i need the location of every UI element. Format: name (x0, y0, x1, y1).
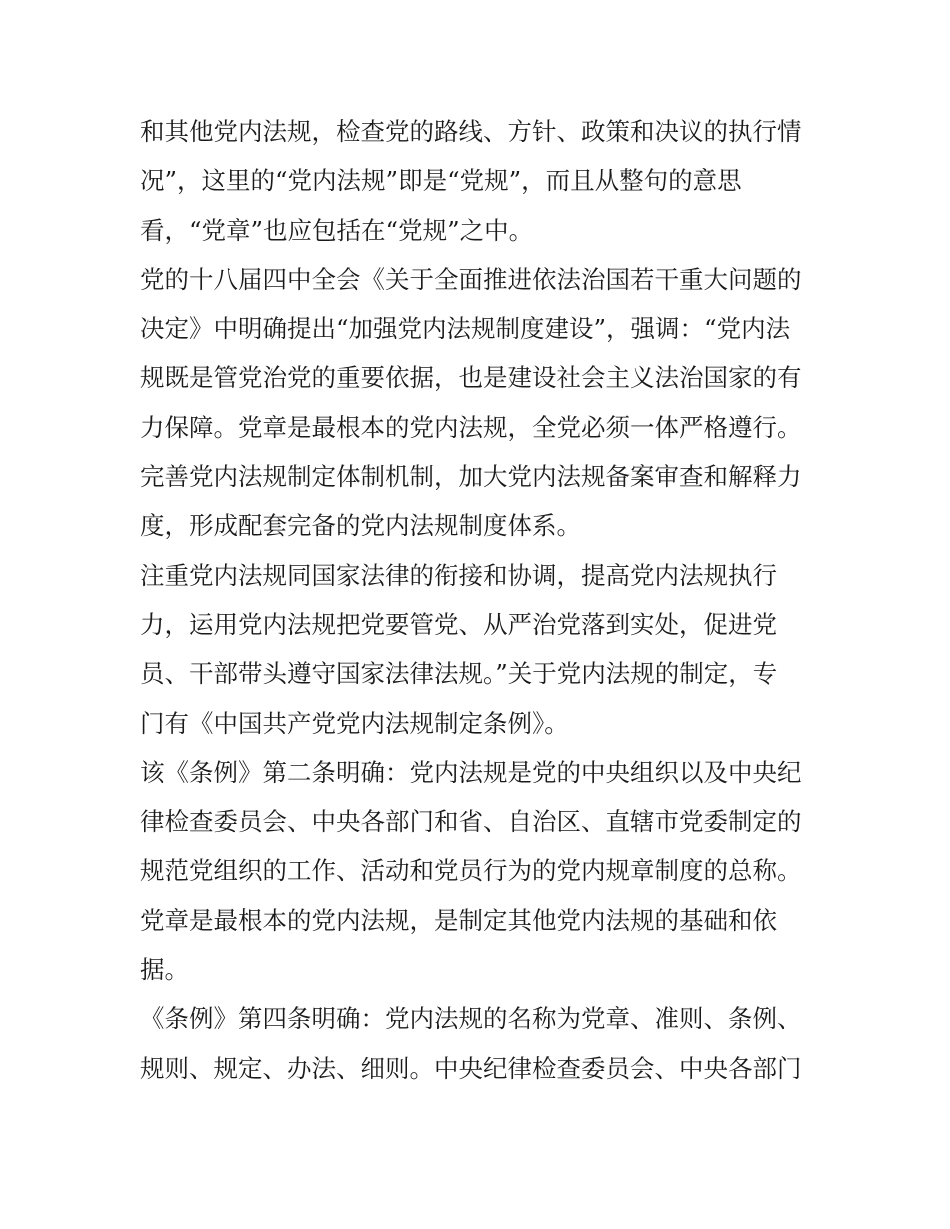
text-line: 力，运用党内法规把党要管党、从严治党落到实处，促进党 (140, 609, 777, 639)
text-line: 规既是管党治党的重要依据，也是建设社会主义法治国家的有 (140, 363, 802, 393)
text-line: 看，“党章”也应包括在“党规”之中。 (140, 215, 534, 245)
text-line: 党的十八届四中全会《关于全面推进依法治国若干重大问题的 (140, 264, 802, 294)
text-line: 规则、规定、办法、细则。中央纪律检查委员会、中央各部门 (140, 1053, 802, 1083)
text-line: 决定》中明确提出“加强党内法规制度建设”，强调：“党内法 (140, 314, 791, 344)
text-line: 员、干部带头遵守国家法律法规。”关于党内法规的制定，专 (140, 659, 778, 689)
text-line: 度，形成配套完备的党内法规制度体系。 (140, 511, 581, 541)
text-line: 该《条例》第二条明确：党内法规是党的中央组织以及中央纪 (140, 757, 802, 787)
text-line: 律检查委员会、中央各部门和省、自治区、直辖市党委制定的 (140, 807, 802, 837)
text-line: 规范党组织的工作、活动和党员行为的党内规章制度的总称。 (140, 856, 802, 886)
text-line: 门有《中国共产党党内法规制定条例》。 (140, 708, 569, 738)
text-line: 党章是最根本的党内法规，是制定其他党内法规的基础和依 (140, 905, 777, 935)
text-line: 力保障。党章是最根本的党内法规，全党必须一体严格遵行。 (140, 412, 802, 442)
text-line: 注重党内法规同国家法律的衔接和协调，提高党内法规执行 (140, 560, 777, 590)
body-text (140, 107, 830, 1093)
text-line: 和其他党内法规，检查党的路线、方针、政策和决议的执行情 (140, 117, 802, 146)
text-line: 据。 (140, 955, 189, 985)
text-line: 《条例》第四条明确：党内法规的名称为党章、准则、条例、 (140, 1004, 802, 1034)
text-line: 完善党内法规制定体制机制，加大党内法规备案审查和解释力 (140, 462, 802, 492)
text-line: 况”，这里的“党内法规”即是“党规”，而且从整句的意思 (140, 166, 742, 196)
